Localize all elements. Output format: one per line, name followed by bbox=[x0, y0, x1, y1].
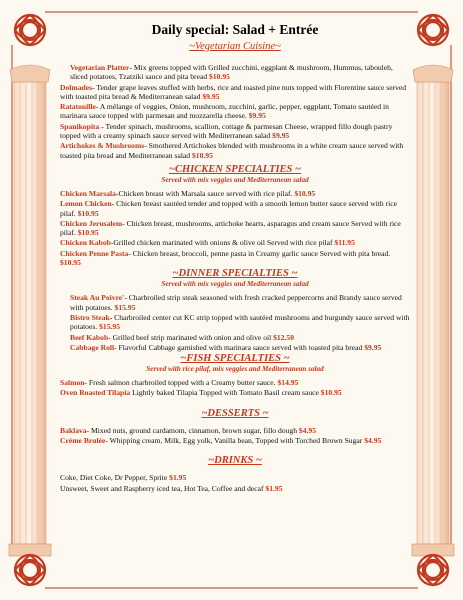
menu-item bbox=[60, 189, 410, 198]
item-description: Fresh salmon charbroiled topped with a Creamy butter sauce. bbox=[88, 378, 276, 388]
item-separator: - bbox=[115, 188, 119, 198]
desserts-heading: ~DESSERTS ~ bbox=[201, 407, 269, 419]
item-price: $15.95 bbox=[114, 302, 136, 312]
item-description: Charbroiled center cut KC strip topped with sautéed mushrooms and burgundy sauce served with potatoes. bbox=[70, 312, 410, 332]
item-name: Vegetarian Platter bbox=[70, 63, 130, 72]
item-description: Smothered Artichokes blended with mushrooms in a white cream sauce served with toasted pita bread and Mediterranean salad bbox=[60, 141, 404, 160]
item-price: $10.95 bbox=[60, 258, 81, 268]
item-separator: - bbox=[86, 425, 92, 435]
item-price: $10.95 bbox=[320, 388, 342, 398]
item-description: Tender spinach, mushrooms, scallion, cottage & parmesan Cheese, wrapped fillo dough pastry topped with a creamy spinach sauce served with Mediterranean salad bbox=[60, 121, 393, 141]
menu-item bbox=[60, 426, 410, 435]
item-separator: - bbox=[105, 436, 110, 446]
item-name: Bistro Steak bbox=[70, 312, 110, 322]
drinks-heading: ~DRINKS ~ bbox=[208, 455, 262, 467]
item-price: $14.95 bbox=[277, 378, 299, 388]
item-separator: - bbox=[95, 102, 100, 112]
fish-note: Served with rice pilaf, mix veggies and Mediterranean salad bbox=[146, 365, 324, 374]
item-separator: - bbox=[109, 312, 115, 322]
item-price: $10.95 bbox=[294, 188, 316, 198]
item-description: Flavorful Cabbage garnished with marinara sauce served with toasted pita bread bbox=[118, 342, 363, 352]
item-separator: - bbox=[84, 378, 89, 388]
menu-item bbox=[60, 484, 410, 493]
item-name: Cabbage Roll bbox=[70, 342, 115, 352]
item-name: Crème Brulée bbox=[60, 436, 106, 446]
item-name: Oven Roasted Tilapia bbox=[60, 388, 131, 398]
dinner-list bbox=[60, 293, 410, 352]
vegetarian-heading: ~Vegetarian Cuisine~ bbox=[189, 41, 281, 52]
chicken-heading: ~CHICKEN SPECIALTIES ~ bbox=[169, 163, 301, 175]
knot-bottom-right bbox=[418, 555, 448, 585]
item-description: Coke, Diet Coke, Dr Pepper, Sprite bbox=[60, 473, 168, 483]
menu-item bbox=[60, 388, 410, 397]
dinner-note: Served with mix veggies and Mediterranean salad bbox=[161, 280, 309, 289]
item-price: $12.50 bbox=[273, 332, 295, 342]
item-name: Ratatouille bbox=[60, 102, 96, 112]
item-separator: - bbox=[144, 141, 149, 151]
item-name: Beef Kabob bbox=[70, 332, 109, 342]
item-description: Tender grape leaves stuffed with herbs, rice and toasted pine nuts topped with Florentine sauce served with toasted pita bread & Mediterranean salad bbox=[60, 82, 407, 101]
item-price: $4.95 bbox=[364, 436, 382, 446]
item-price: $10.95 bbox=[192, 150, 213, 160]
item-price: $15.95 bbox=[99, 322, 121, 332]
menu-item bbox=[60, 219, 410, 238]
menu-item bbox=[60, 199, 410, 218]
item-price: $10.95 bbox=[77, 208, 99, 218]
item-description: Chicken breast sautéed tender and topped with a smooth lemon butter sauce served with rice pilaf. bbox=[60, 199, 398, 218]
item-name: Chicken Marsala bbox=[60, 188, 116, 198]
item-separator: - bbox=[122, 218, 127, 228]
menu-item bbox=[60, 122, 410, 141]
left-column bbox=[9, 65, 51, 556]
item-separator: - bbox=[124, 293, 129, 303]
item-separator: - bbox=[110, 238, 114, 248]
menu-item bbox=[60, 141, 410, 160]
menu-content bbox=[60, 22, 410, 494]
item-price: $10.95 bbox=[77, 228, 99, 238]
menu-item bbox=[70, 313, 410, 332]
item-name: Lemon Chicken bbox=[60, 199, 112, 209]
item-description: Lightly baked Tilapia Topped with Tomato Basil cream sauce bbox=[132, 388, 319, 398]
fish-heading: ~FISH SPECIALTIES ~ bbox=[180, 353, 290, 365]
item-price: $9.95 bbox=[248, 111, 266, 121]
item-price: $4.95 bbox=[298, 425, 316, 435]
menu-title: Daily special: Salad + Entrée bbox=[151, 22, 319, 37]
item-separator: - bbox=[129, 63, 134, 72]
menu-item bbox=[60, 102, 410, 121]
item-price: $9.95 bbox=[272, 131, 290, 141]
item-name: Chicken Jerusalem bbox=[60, 218, 123, 228]
menu-item bbox=[60, 436, 410, 445]
item-name: Chicken Kabob bbox=[60, 238, 111, 248]
item-price: $1.95 bbox=[169, 473, 187, 483]
item-separator: - bbox=[128, 248, 133, 258]
item-name: Baklava bbox=[60, 425, 87, 435]
menu-item bbox=[60, 378, 410, 387]
item-description: Mixed nuts, ground cardamom, cinnamon, brown sugar, fillo dough bbox=[91, 425, 297, 435]
item-name: Spanikopita bbox=[60, 121, 100, 131]
item-description: Chicken breast, mushrooms, artichoke hearts, asparagus and cream sauce Served with rice pilaf. bbox=[60, 218, 401, 238]
item-separator: - bbox=[108, 332, 113, 342]
menu-item bbox=[60, 238, 410, 247]
item-name: Artichokes & Mushrooms bbox=[60, 141, 145, 151]
item-price: $9.95 bbox=[202, 91, 220, 101]
item-name: Steak Au Poivre' bbox=[70, 293, 125, 303]
menu-item bbox=[60, 83, 410, 102]
item-separator: - bbox=[114, 342, 119, 352]
menu-item bbox=[60, 249, 410, 268]
item-separator: - bbox=[111, 199, 117, 209]
item-price: $9.95 bbox=[364, 342, 382, 352]
menu-item bbox=[70, 63, 410, 82]
menu-item bbox=[70, 333, 410, 342]
knot-top-right bbox=[418, 15, 448, 45]
vegetarian-list bbox=[60, 63, 410, 82]
item-name: Dolmades bbox=[60, 82, 93, 92]
item-name: Chicken Penne Pasta bbox=[60, 248, 129, 258]
item-separator: - bbox=[92, 82, 97, 92]
menu-item bbox=[70, 343, 410, 352]
item-description: Unsweet, Sweet and Raspberry iced tea, Hot Tea, Coffee and decaf bbox=[60, 483, 264, 493]
item-description: Chicken breast with Marsala sauce served with rice pilaf. bbox=[118, 188, 293, 198]
item-name: Salmon bbox=[60, 378, 85, 388]
menu-item bbox=[60, 473, 410, 482]
item-description: Mix greens topped with Grilled zucchini, eggplant & mushroom, Hummus, tabouleh, sliced potatoes, Tzatziki sauce and pita bread bbox=[70, 63, 393, 82]
item-separator: - bbox=[99, 121, 106, 131]
item-description: Charbroiled strip steak seasoned with fresh cracked peppercorns and Brandy sauce served with potatoes. bbox=[70, 293, 402, 312]
knot-bottom-left bbox=[15, 555, 45, 585]
item-description: Grilled beef strip marinated with onion and olive oil bbox=[112, 332, 272, 342]
right-column bbox=[412, 65, 454, 556]
chicken-note: Served with mix veggies and Mediterranean salad bbox=[161, 175, 309, 184]
knot-top-left bbox=[15, 15, 45, 45]
item-price: $10.95 bbox=[209, 72, 230, 82]
item-description: A mélange of veggies, Onion, mushroom, zucchini, garlic, pepper, eggplant, Tomato sautéed in marinara sauce topped with parmesan and mozzarella cheese. bbox=[60, 102, 389, 121]
item-description: Grilled chicken marinated with onions & olive oil Served with rice pilaf bbox=[113, 238, 333, 248]
item-description: Whipping cream, Milk, Egg yolk, Vanilla bean, Topped with Torched Brown Sugar bbox=[109, 436, 363, 446]
item-description: Chicken breast, broccoli, penne pasta in Creamy garlic sauce Served with pita bread. bbox=[132, 248, 391, 258]
menu-item bbox=[70, 293, 410, 312]
item-price: $11.95 bbox=[334, 238, 355, 248]
dinner-heading: ~DINNER SPECIALTIES ~ bbox=[172, 268, 298, 280]
item-price: $1.95 bbox=[265, 483, 283, 493]
